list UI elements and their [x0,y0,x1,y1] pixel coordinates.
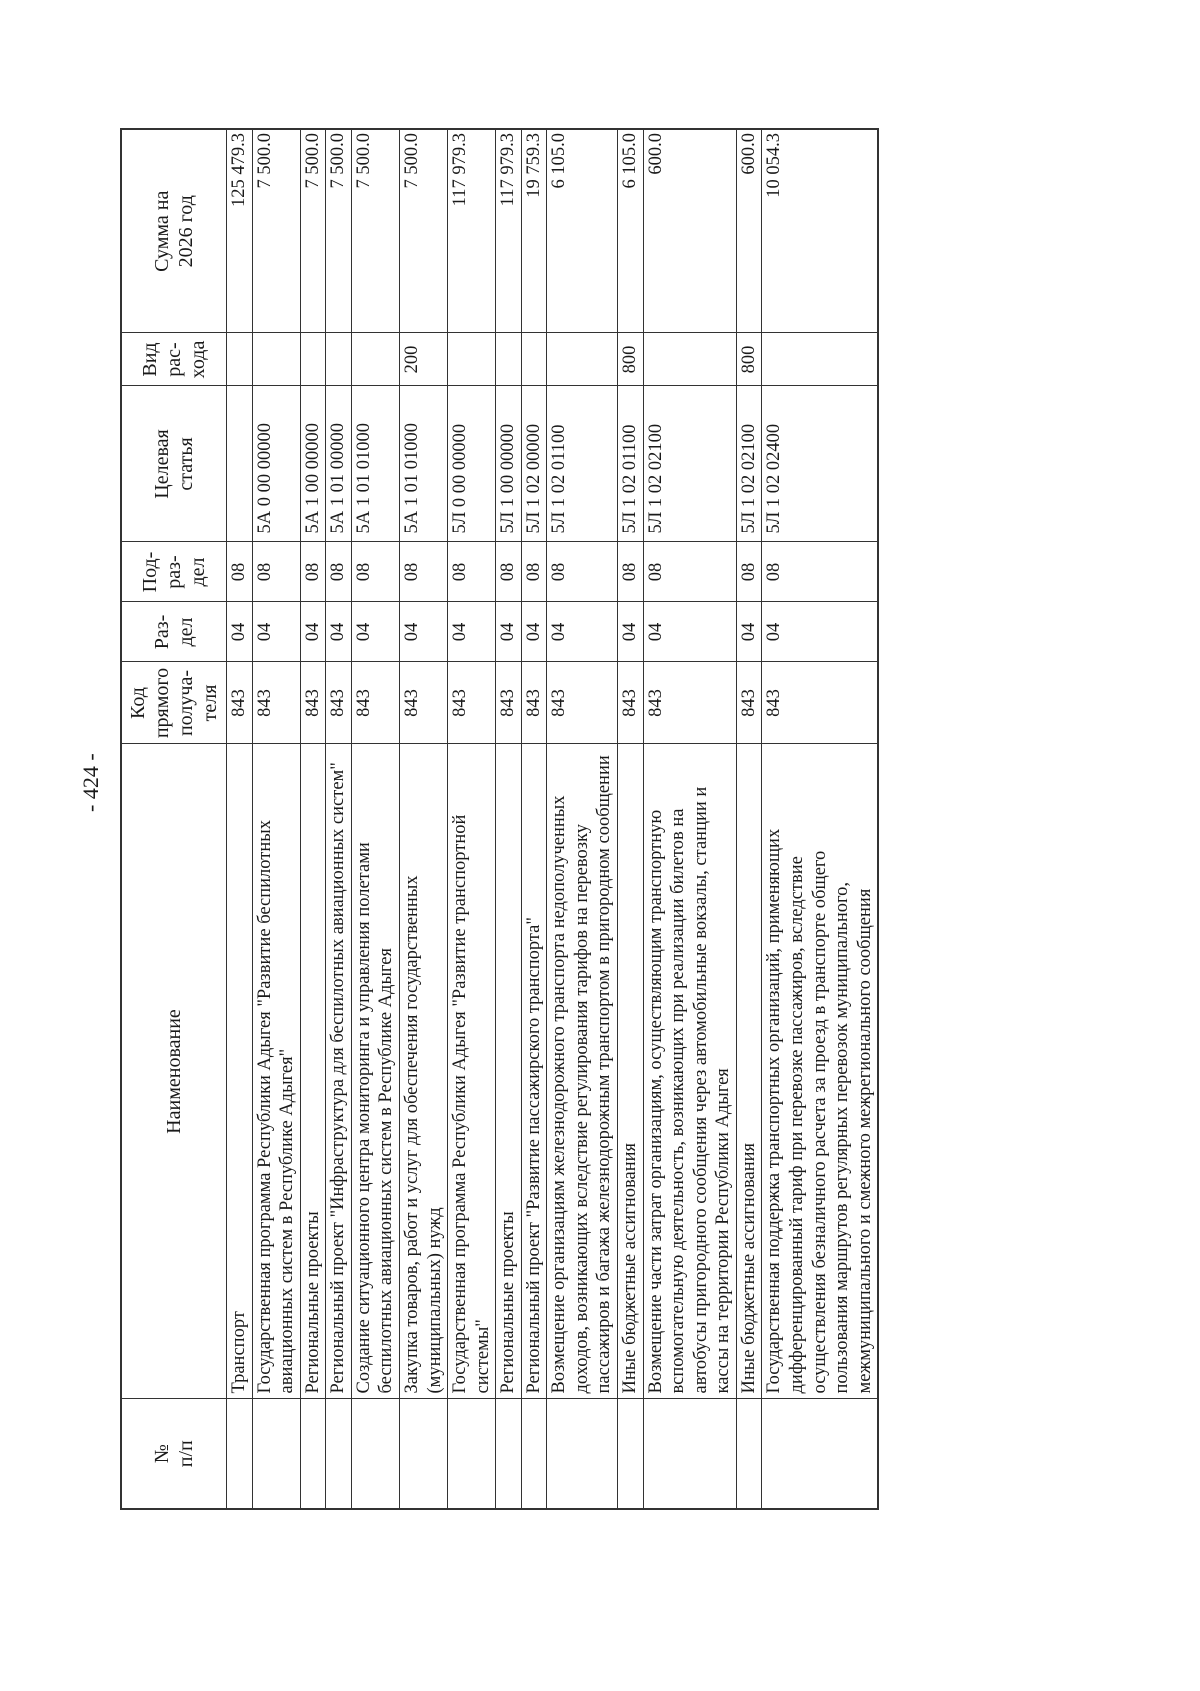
header-kod: Код прямого получа- теля [121,662,227,744]
cell-name: Региональный проект "Инфраструктура для беспилотных авиационных систем" [326,744,352,1399]
cell-summa: 7 500.0 [399,129,447,333]
table-row [399,129,447,1509]
cell-podrazdel: 08 [300,542,326,602]
cell-name: Возмещение организациям железнодорожного транспорта недополученных доходов, возникающих вследствие регулирования тарифов на перевозку пассажиров и багажа железнодорожным транспортом в пригородном сообщении [547,744,618,1399]
cell-razdel: 04 [496,602,522,662]
header-vid: Вид рас- хода [121,333,227,386]
cell-celevaya: 5Л 1 00 00000 [496,386,522,542]
cell-vid [496,333,522,386]
header-celevaya: Целевая статья [121,386,227,542]
cell-kod: 843 [448,662,496,744]
cell-kod: 843 [252,662,300,744]
cell-kod: 843 [643,662,736,744]
cell-num [326,1399,352,1509]
cell-summa: 7 500.0 [351,129,399,333]
cell-celevaya: 5А 1 01 01000 [351,386,399,542]
cell-vid [351,333,399,386]
cell-celevaya: 5А 0 00 00000 [252,386,300,542]
cell-celevaya: 5А 1 00 00000 [300,386,326,542]
cell-num [399,1399,447,1509]
cell-razdel: 04 [618,602,644,662]
cell-vid: 200 [399,333,447,386]
cell-vid [326,333,352,386]
cell-podrazdel: 08 [496,542,522,602]
cell-razdel: 04 [448,602,496,662]
cell-summa: 600.0 [736,129,762,333]
budget-table [120,128,879,1510]
cell-vid: 800 [618,333,644,386]
cell-name: Государственная программа Республики Адыгея "Развитие беспилотных авиационных систем в Республике Адыгея" [252,744,300,1399]
cell-name: Региональные проекты [496,744,522,1399]
cell-summa: 6 105.0 [547,129,618,333]
cell-celevaya: 5Л 1 02 02100 [643,386,736,542]
cell-vid [300,333,326,386]
table-row [300,129,326,1509]
header-num: № п/п [121,1399,227,1509]
table-row [496,129,522,1509]
cell-summa: 10 054.3 [762,129,878,333]
cell-razdel: 04 [399,602,447,662]
cell-summa: 7 500.0 [326,129,352,333]
table-row [762,129,878,1509]
cell-name: Региональный проект "Развитие пассажирского транспорта" [521,744,547,1399]
cell-summa: 125 479.3 [227,129,253,333]
cell-summa: 7 500.0 [252,129,300,333]
header-summa: Сумма на 2026 год [121,129,227,333]
table-row [448,129,496,1509]
cell-num [547,1399,618,1509]
cell-num [252,1399,300,1509]
cell-num [643,1399,736,1509]
cell-razdel: 04 [227,602,253,662]
cell-name: Иные бюджетные ассигнования [736,744,762,1399]
cell-podrazdel: 08 [399,542,447,602]
header-razdel: Раз- дел [121,602,227,662]
cell-celevaya: 5Л 1 02 01100 [618,386,644,542]
cell-podrazdel: 08 [521,542,547,602]
table-row [547,129,618,1509]
cell-name: Создание ситуационного центра мониторинга и управления полетами беспилотных авиационных систем в Республике Адыгея [351,744,399,1399]
cell-name: Закупка товаров, работ и услуг для обеспечения государственных (муниципальных) нужд [399,744,447,1399]
cell-num [618,1399,644,1509]
cell-num [300,1399,326,1509]
cell-podrazdel: 08 [762,542,878,602]
cell-summa: 117 979.3 [448,129,496,333]
cell-name: Государственная программа Республики Адыгея "Развитие транспортной системы" [448,744,496,1399]
cell-kod: 843 [547,662,618,744]
cell-kod: 843 [399,662,447,744]
cell-celevaya: 5А 1 01 01000 [399,386,447,542]
cell-celevaya: 5Л 1 02 01100 [547,386,618,542]
cell-podrazdel: 08 [547,542,618,602]
cell-summa: 600.0 [643,129,736,333]
cell-vid [762,333,878,386]
cell-podrazdel: 08 [351,542,399,602]
cell-num [448,1399,496,1509]
table-row [351,129,399,1509]
header-podrazdel: Под- раз- дел [121,542,227,602]
cell-podrazdel: 08 [252,542,300,602]
cell-kod: 843 [227,662,253,744]
cell-kod: 843 [326,662,352,744]
cell-celevaya [227,386,253,542]
cell-celevaya: 5Л 1 02 00000 [521,386,547,542]
cell-summa: 117 979.3 [496,129,522,333]
cell-num [227,1399,253,1509]
cell-razdel: 04 [351,602,399,662]
cell-summa: 7 500.0 [300,129,326,333]
cell-kod: 843 [736,662,762,744]
table-header-row [121,129,227,1509]
table-row [643,129,736,1509]
cell-kod: 843 [762,662,878,744]
cell-razdel: 04 [252,602,300,662]
table-row [252,129,300,1509]
cell-kod: 843 [521,662,547,744]
cell-celevaya: 5А 1 01 00000 [326,386,352,542]
table-row [326,129,352,1509]
cell-summa: 19 759.3 [521,129,547,333]
table-row [618,129,644,1509]
cell-razdel: 04 [762,602,878,662]
cell-podrazdel: 08 [643,542,736,602]
cell-razdel: 04 [521,602,547,662]
cell-num [351,1399,399,1509]
table-body [227,129,879,1509]
rotated-table-container [120,130,1080,1510]
cell-num [521,1399,547,1509]
table-row [227,129,253,1509]
cell-vid [521,333,547,386]
page-number: - 424 - [78,753,103,812]
cell-celevaya: 5Л 1 02 02100 [736,386,762,542]
cell-kod: 843 [300,662,326,744]
cell-vid [643,333,736,386]
cell-kod: 843 [618,662,644,744]
cell-podrazdel: 08 [448,542,496,602]
cell-name: Иные бюджетные ассигнования [618,744,644,1399]
cell-num [736,1399,762,1509]
cell-vid [227,333,253,386]
cell-name: Государственная поддержка транспортных организаций, применяющих дифференцированный тариф при перевозке пассажиров, вследствие осуществления безналичного расчета за проезд в транспорте общего пользования маршрутов регулярных перевозок муниципального, межмуниципального и смежного межрегионального сообщения [762,744,878,1399]
cell-vid [448,333,496,386]
cell-podrazdel: 08 [736,542,762,602]
cell-razdel: 04 [300,602,326,662]
cell-razdel: 04 [736,602,762,662]
cell-name: Транспорт [227,744,253,1399]
cell-razdel: 04 [547,602,618,662]
cell-name: Региональные проекты [300,744,326,1399]
cell-podrazdel: 08 [326,542,352,602]
cell-summa: 6 105.0 [618,129,644,333]
cell-razdel: 04 [326,602,352,662]
cell-name: Возмещение части затрат организациям, осуществляющим транспортную вспомогательную деятельность, возникающих при реализации билетов на автобусы пригородного сообщения через автомобильные вокзалы, станции и кассы на территории Республики Адыгея [643,744,736,1399]
cell-num [496,1399,522,1509]
cell-podrazdel: 08 [227,542,253,602]
cell-kod: 843 [496,662,522,744]
cell-razdel: 04 [643,602,736,662]
table-row [521,129,547,1509]
header-name: Наименование [121,744,227,1399]
cell-vid [252,333,300,386]
cell-podrazdel: 08 [618,542,644,602]
cell-vid [547,333,618,386]
table-row [736,129,762,1509]
cell-num [762,1399,878,1509]
cell-vid: 800 [736,333,762,386]
cell-kod: 843 [351,662,399,744]
cell-celevaya: 5Л 1 02 02400 [762,386,878,542]
cell-celevaya: 5Л 0 00 00000 [448,386,496,542]
